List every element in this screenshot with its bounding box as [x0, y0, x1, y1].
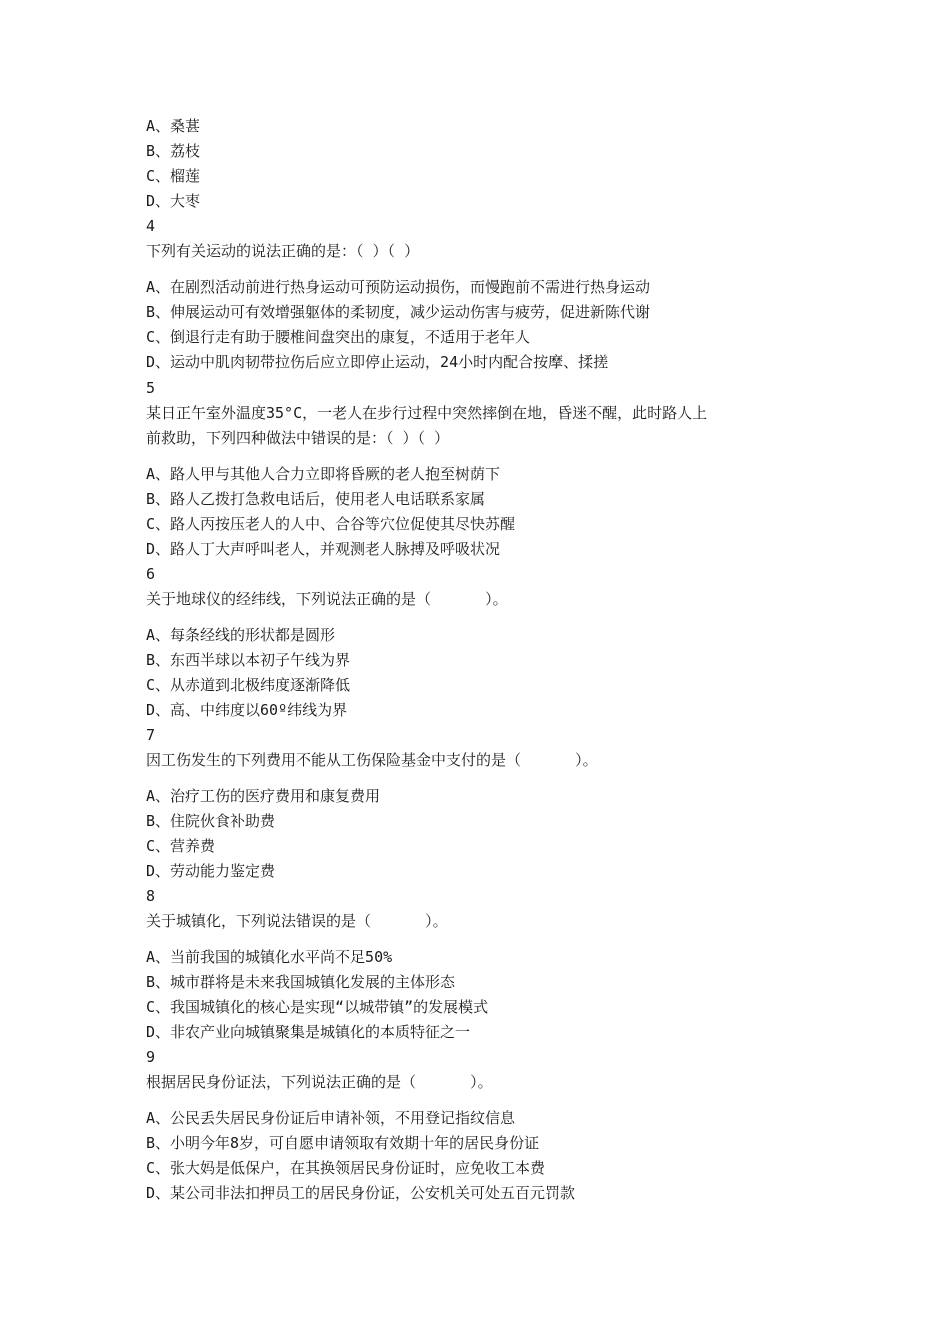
question-stem: 某日正午室外温度35°C，一老人在步行过程中突然摔倒在地，昏迷不醒，此时路人上: [146, 404, 708, 422]
question-6: [146, 562, 846, 723]
question-4: [146, 214, 846, 375]
option-b: B、荔枝: [146, 142, 201, 160]
question-stem: 关于城镇化，下列说法错误的是（ ）。: [146, 912, 448, 930]
option-d: D、大枣: [146, 192, 201, 210]
option-b: B、东西半球以本初子午线为界: [146, 651, 351, 669]
option-c: C、榴莲: [146, 167, 201, 185]
option-b: B、城市群将是未来我国城镇化发展的主体形态: [146, 973, 456, 991]
option-a: A、桑葚: [146, 117, 201, 135]
option-c: C、我国城镇化的核心是实现“以城带镇”的发展模式: [146, 998, 489, 1016]
question-stem: 因工伤发生的下列费用不能从工伤保险基金中支付的是（ ）。: [146, 751, 598, 769]
option-d: D、运动中肌肉韧带拉伤后应立即停止运动，24小时内配合按摩、揉搓: [146, 353, 609, 371]
question-number: 5: [146, 379, 156, 397]
option-a: A、路人甲与其他人合力立即将昏厥的老人抱至树荫下: [146, 465, 501, 483]
option-a: A、当前我国的城镇化水平尚不足50%: [146, 948, 393, 966]
option-c: C、倒退行走有助于腰椎间盘突出的康复，不适用于老年人: [146, 328, 531, 346]
option-d: D、某公司非法扣押员工的居民身份证，公安机关可处五百元罚款: [146, 1184, 576, 1202]
question-number: 4: [146, 217, 156, 235]
lead-options: [146, 114, 846, 214]
option-c: C、营养费: [146, 837, 216, 855]
option-c: C、从赤道到北极纬度逐渐降低: [146, 676, 351, 694]
option-a: A、每条经线的形状都是圆形: [146, 626, 336, 644]
option-b: B、路人乙拨打急救电话后，使用老人电话联系家属: [146, 490, 486, 508]
option-c: C、张大妈是低保户，在其换领居民身份证时，应免收工本费: [146, 1159, 546, 1177]
option-b: B、住院伙食补助费: [146, 812, 276, 830]
question-stem: 根据居民身份证法，下列说法正确的是（ ）。: [146, 1073, 493, 1091]
question-5: [146, 376, 846, 562]
option-a: A、在剧烈活动前进行热身运动可预防运动损伤，而慢跑前不需进行热身运动: [146, 278, 651, 296]
question-stem-cont: 前救助，下列四种做法中错误的是：（ ）（ ）: [146, 429, 450, 447]
option-d: D、高、中纬度以60º纬线为界: [146, 701, 348, 719]
question-7: [146, 723, 846, 884]
option-b: B、小明今年8岁，可自愿申请领取有效期十年的居民身份证: [146, 1134, 540, 1152]
question-number: 6: [146, 565, 156, 583]
option-a: A、公民丢失居民身份证后申请补领，不用登记指纹信息: [146, 1109, 516, 1127]
option-d: D、非农产业向城镇聚集是城镇化的本质特征之一: [146, 1023, 471, 1041]
option-b: B、伸展运动可有效增强躯体的柔韧度，减少运动伤害与疲劳，促进新陈代谢: [146, 303, 651, 321]
question-stem: 下列有关运动的说法正确的是：（ ）（ ）: [146, 242, 420, 260]
question-8: [146, 884, 846, 1045]
option-c: C、路人丙按压老人的人中、合谷等穴位促使其尽快苏醒: [146, 515, 516, 533]
question-number: 9: [146, 1048, 156, 1066]
question-stem: 关于地球仪的经纬线，下列说法正确的是（ ）。: [146, 590, 508, 608]
question-9: [146, 1045, 846, 1206]
question-number: 7: [146, 726, 156, 744]
question-number: 8: [146, 887, 156, 905]
option-d: D、路人丁大声呼叫老人，并观测老人脉搏及呼吸状况: [146, 540, 501, 558]
option-d: D、劳动能力鉴定费: [146, 862, 276, 880]
option-a: A、治疗工伤的医疗费用和康复费用: [146, 787, 381, 805]
